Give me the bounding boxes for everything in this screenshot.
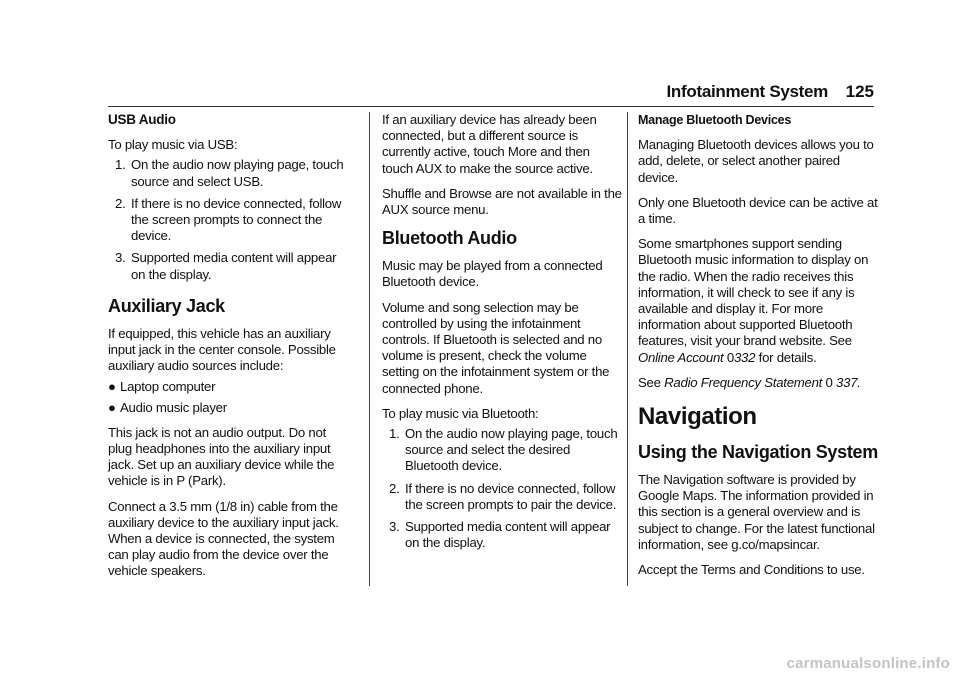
paragraph: This jack is not an audio output. Do not plug headphones into the auxiliary input jack. Set up an auxiliary device while the vehicle is in P (Park). bbox=[108, 424, 335, 489]
online-account-link[interactable]: Online Account bbox=[638, 349, 724, 365]
list-item: ● Audio music player bbox=[108, 399, 227, 415]
paragraph: If equipped, this vehicle has an auxiliary input jack in the center console. Possible auxiliary audio sources include: bbox=[108, 325, 336, 374]
bluetooth-intro: To play music via Bluetooth: bbox=[382, 405, 539, 421]
navigation-heading: Navigation bbox=[638, 403, 757, 431]
list-item: 2. If there is no device connected, follow the screen prompts to connect the device. bbox=[115, 195, 342, 244]
column-divider bbox=[627, 112, 628, 586]
radio-frequency-link[interactable]: Radio Frequency Statement bbox=[664, 374, 823, 390]
list-item: 3. Supported media content will appear on the display. bbox=[389, 519, 611, 551]
page-header bbox=[0, 82, 960, 110]
column-3 bbox=[638, 112, 880, 587]
auxiliary-jack-heading: Auxiliary Jack bbox=[108, 295, 225, 316]
bluetooth-audio-heading: Bluetooth Audio bbox=[382, 228, 517, 249]
paragraph: The Navigation software is provided by Google Maps. The information provided in this section is a general overview and is subject to change. For the latest functional information, see g.co/mapsincar. bbox=[638, 472, 875, 552]
paragraph: Managing Bluetooth devices allows you to add, delete, or select another paired device. bbox=[638, 137, 874, 185]
column-2 bbox=[382, 112, 624, 560]
watermark: carmanualsonline.info bbox=[786, 655, 950, 672]
page-reference[interactable]: 337. bbox=[836, 374, 861, 390]
header-rule bbox=[108, 106, 874, 107]
paragraph: Shuffle and Browse are not available in the AUX source menu. bbox=[382, 185, 622, 218]
column-divider bbox=[369, 112, 370, 586]
list-item: 1. On the audio now playing page, touch source and select USB. bbox=[115, 157, 344, 189]
paragraph: See Radio Frequency Statement 0 337. bbox=[638, 374, 861, 390]
cross-reference-arrow-icon: 0 bbox=[726, 349, 734, 365]
manage-bluetooth-heading: Manage Bluetooth Devices bbox=[638, 113, 792, 127]
section-title: Infotainment System bbox=[666, 82, 828, 101]
paragraph: If an auxiliary device has already been connected, but a different source is currently active, touch More and then touch AUX to make the source active. bbox=[382, 112, 597, 176]
list-item: 2. If there is no device connected, follow the screen prompts to pair the device. bbox=[389, 480, 617, 512]
cross-reference-arrow-icon: 0 bbox=[825, 374, 833, 390]
usb-intro: To play music via USB: bbox=[108, 137, 238, 153]
using-navigation-heading: Using the Navigation System bbox=[638, 442, 878, 463]
usb-audio-heading: USB Audio bbox=[108, 112, 176, 127]
usb-steps bbox=[108, 157, 350, 282]
column-1 bbox=[108, 112, 350, 589]
paragraph: Accept the Terms and Conditions to use. bbox=[638, 562, 865, 578]
page-reference[interactable]: 332 bbox=[733, 349, 756, 365]
paragraph: Connect a 3.5 mm (1/8 in) cable from the auxiliary device to the auxiliary input jack. When a device is connected, the system can play audio from the device over the vehicle speakers. bbox=[108, 498, 339, 579]
paragraph: Volume and song selection may be controlled by using the infotainment controls. If Bluetooth is selected and no volume is present, check the volume setting on the infotainment system or the connected phone. bbox=[382, 299, 610, 396]
paragraph: Music may be played from a connected Bluetooth device. bbox=[382, 258, 603, 290]
page-number: 125 bbox=[845, 82, 874, 101]
list-item: 3. Supported media content will appear on the display. bbox=[115, 250, 337, 282]
paragraph: Some smartphones support sending Bluetooth music information to display on the radio. When the radio receives this information, it will check to see if any is available and display it. For more information about supported Bluetooth features, visit your brand website. See Online Account 0332 for details. bbox=[638, 236, 869, 365]
bluetooth-steps bbox=[382, 426, 624, 551]
aux-sources-list bbox=[108, 379, 350, 415]
list-item: ● Laptop computer bbox=[108, 379, 216, 395]
paragraph: Only one Bluetooth device can be active at a time. bbox=[638, 194, 878, 227]
list-item: 1. On the audio now playing page, touch source and select the desired Bluetooth device. bbox=[389, 426, 618, 474]
